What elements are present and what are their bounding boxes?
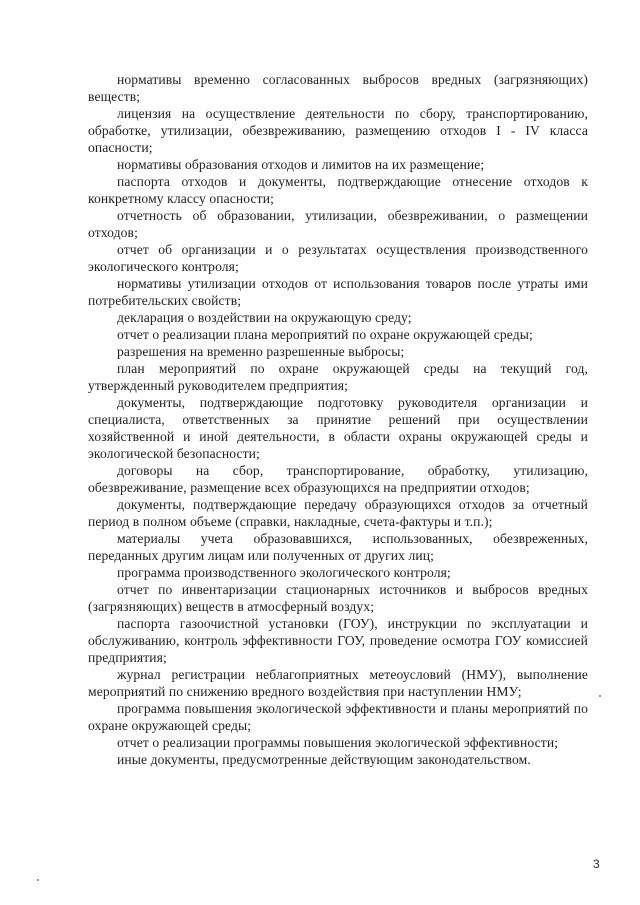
list-item: паспорта газоочистной установки (ГОУ), инструкции по эксплуатации и обслуживанию, контроль эффективности ГОУ, проведение осмотра ГОУ комиссией предприятия; [88,616,588,665]
document-body [88,71,588,768]
list-item: лицензия на осуществление деятельности по сбору, транспортированию, обработке, утилизации, обезвреживанию, размещению отходов I - IV класса опасности; [88,106,588,155]
list-item: документы, подтверждающие подготовку руководителя организации и специалиста, ответственных за принятие решений при осуществлении хозяйственной и иной деятельности, в области охраны окружающей среды и экологической безопасности; [88,395,588,461]
list-item: разрешения на временно разрешенные выбросы; [117,344,405,359]
list-item: отчет по инвентаризации стационарных источников и выбросов вредных (загрязняющих) веществ в атмосферный воздух; [88,582,588,614]
list-item: план мероприятий по охране окружающей среды на текущий год, утвержденный руководителем предприятия; [88,361,588,393]
list-item: декларация о воздействии на окружающую среду; [117,310,412,325]
list-item: программа повышения экологической эффективности и планы мероприятий по охране окружающей среды; [88,701,588,733]
list-item: программа производственного экологического контроля; [117,565,451,580]
page-number: 3 [593,857,600,871]
scan-speck [599,695,601,697]
list-item: нормативы образования отходов и лимитов на их размещение; [117,157,485,172]
list-item: журнал регистрации неблагоприятных метеоусловий (НМУ), выполнение мероприятий по снижению вредного воздействия при наступлении НМУ; [88,667,588,699]
list-item: иные документы, предусмотренные действующим законодательством. [117,752,531,767]
list-item: отчетность об образовании, утилизации, обезвреживании, о размещении отходов; [88,208,588,240]
list-item: документы, подтверждающие передачу образующихся отходов за отчетный период в полном объеме (справки, накладные, счета-фактуры и т.п.); [88,497,588,529]
list-item: договоры на сбор, транспортирование, обработку, утилизацию, обезвреживание, размещение всех образующихся на предприятии отходов; [88,463,588,495]
scan-speck [37,879,39,881]
list-item: отчет о реализации программы повышения экологической эффективности; [117,735,559,750]
list-item: материалы учета образовавшихся, использованных, обезвреженных, переданных другим лицам или полученных от других лиц; [88,531,588,563]
list-item: отчет об организации и о результатах осуществления производственного экологического контроля; [88,242,588,274]
list-item: отчет о реализации плана мероприятий по охране окружающей среды; [117,327,533,342]
list-item: паспорта отходов и документы, подтверждающие отнесение отходов к конкретному классу опасности; [88,174,588,206]
list-item: нормативы временно согласованных выбросов вредных (загрязняющих) веществ; [88,72,588,104]
list-item: нормативы утилизации отходов от использования товаров после утраты ими потребительских свойств; [88,276,588,308]
